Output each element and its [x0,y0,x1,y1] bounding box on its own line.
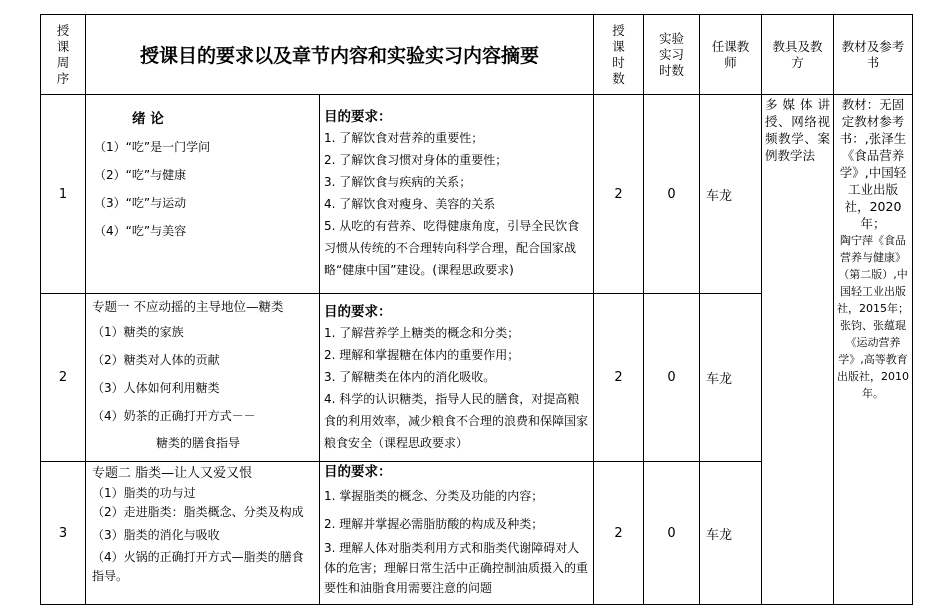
row-content [86,462,320,605]
requirement-item: 1. 掌握脂类的概念、分类及功能的内容； [324,489,544,503]
header-teacher [700,15,762,95]
row-requirements [320,294,594,462]
header-lab-hours-label: 实验实习时数 [659,30,685,78]
requirement-item: 4. 了解饮食对瘦身、美容的关系 [324,197,496,211]
list-item: （1）糖类的家族 [92,325,184,339]
header-books-label: 教材及参考书 [841,38,905,70]
row-lab-hours: 0 [644,294,700,462]
row-hours: 2 [594,95,644,294]
row-teacher: 车龙 [700,294,762,462]
books-text-a: 教材：无固定教材参考书：,张泽生《食品营养学》,中国轻工业出版社，2020年； [839,97,907,231]
requirements-heading: 目的要求： [324,464,392,480]
list-item: （4）“吃”与美容 [94,224,187,238]
header-lab-hours [644,15,700,95]
requirement-item: 4. 科学的认识糖类，指导人民的膳食，对提高粮食的利用效率，减少粮食不合理的浪费和保障国家粮食安全（课程思政要求） [324,392,589,450]
list-item: （1）“吃”是一门学问 [94,140,211,154]
list-item: （3）“吃”与运动 [94,196,187,210]
row-content [86,95,320,294]
row-title: 绪 论 [132,111,164,127]
row-content [86,294,320,462]
list-item: （2）糖类对人体的贡献 [92,353,220,367]
row-week: 3 [41,462,86,605]
header-teacher-label: 任课教师 [711,38,750,70]
requirement-item: 2. 理解和掌握糖在体内的重要作用； [324,348,520,362]
requirement-item: 1. 了解饮食对营养的重要性； [324,131,484,145]
list-item: 糖类的膳食指导 [156,436,241,450]
row-lab-hours: 0 [644,95,700,294]
row-week: 2 [41,294,86,462]
tools-cell [762,95,834,605]
books-text-b: 陶宁萍《食品营养与健康》（第二版）,中国轻工业出版社，2015年； 张钧、张蕴琨《运动营养学》,高等教育出版社，2010年。 [837,234,910,400]
list-item: （3）人体如何利用糖类 [92,381,220,395]
row-requirements [320,462,594,605]
row-title: 专题二 脂类—让人又爱又恨 [92,466,253,481]
list-item: （2）“吃”与健康 [94,168,187,182]
requirement-item: 2. 了解饮食习惯对身体的重要性； [324,153,508,167]
row-hours: 2 [594,294,644,462]
requirements-heading: 目的要求： [324,109,392,125]
requirement-item: 3. 理解人体对脂类利用方式和脂类代谢障碍对人体的危害；理解日常生活中正确控制油质摄入的重要性和油脂食用需要注意的问题 [324,541,589,595]
row-hours: 2 [594,462,644,605]
row-teacher: 车龙 [700,462,762,605]
row-teacher: 车龙 [700,95,762,294]
list-item: （3）脂类的消化与吸收 [92,528,220,542]
header-week [41,15,86,95]
row-requirements [320,95,594,294]
tools-text: 多媒体讲授、网络视频教学、案例教学法 [765,97,831,163]
header-books [834,15,913,95]
requirement-item: 3. 了解饮食与疾病的关系； [324,175,472,189]
header-hours-label: 授课时数 [612,22,625,86]
list-item: （2）走进脂类：脂类概念、分类及构成 [92,505,304,519]
row-week: 1 [41,95,86,294]
header-row [41,15,913,95]
header-tools [762,15,834,95]
list-item: （1）脂类的功与过 [92,486,196,500]
requirement-item: 3. 了解糖类在体内的消化吸收。 [324,370,496,384]
requirement-item: 2. 理解并掌握必需脂肪酸的构成及种类； [324,517,544,531]
header-hours [594,15,644,95]
books-cell [834,95,913,605]
requirement-item: 1. 了解营养学上糖类的概念和分类； [324,326,520,340]
requirement-item: 5. 从吃的有营养、吃得健康角度，引导全民饮食习惯从传统的不合理转向科学合理，配合国家战略“健康中国”建设。(课程思政要求) [324,219,580,277]
list-item: （4）奶茶的正确打开方式－－ [92,409,256,423]
header-summary: 授课目的要求以及章节内容和实验实习内容摘要 [86,15,594,95]
list-item: （4）火锅的正确打开方式—脂类的膳食指导。 [92,550,304,583]
header-week-label: 授课周序 [56,22,70,86]
row-lab-hours: 0 [644,462,700,605]
row-title: 专题一 不应动摇的主导地位—糖类 [92,299,284,314]
requirements-heading: 目的要求： [324,304,392,320]
header-tools-label: 教具及教方 [772,38,823,70]
table-row [41,95,913,294]
syllabus-table [40,14,913,605]
